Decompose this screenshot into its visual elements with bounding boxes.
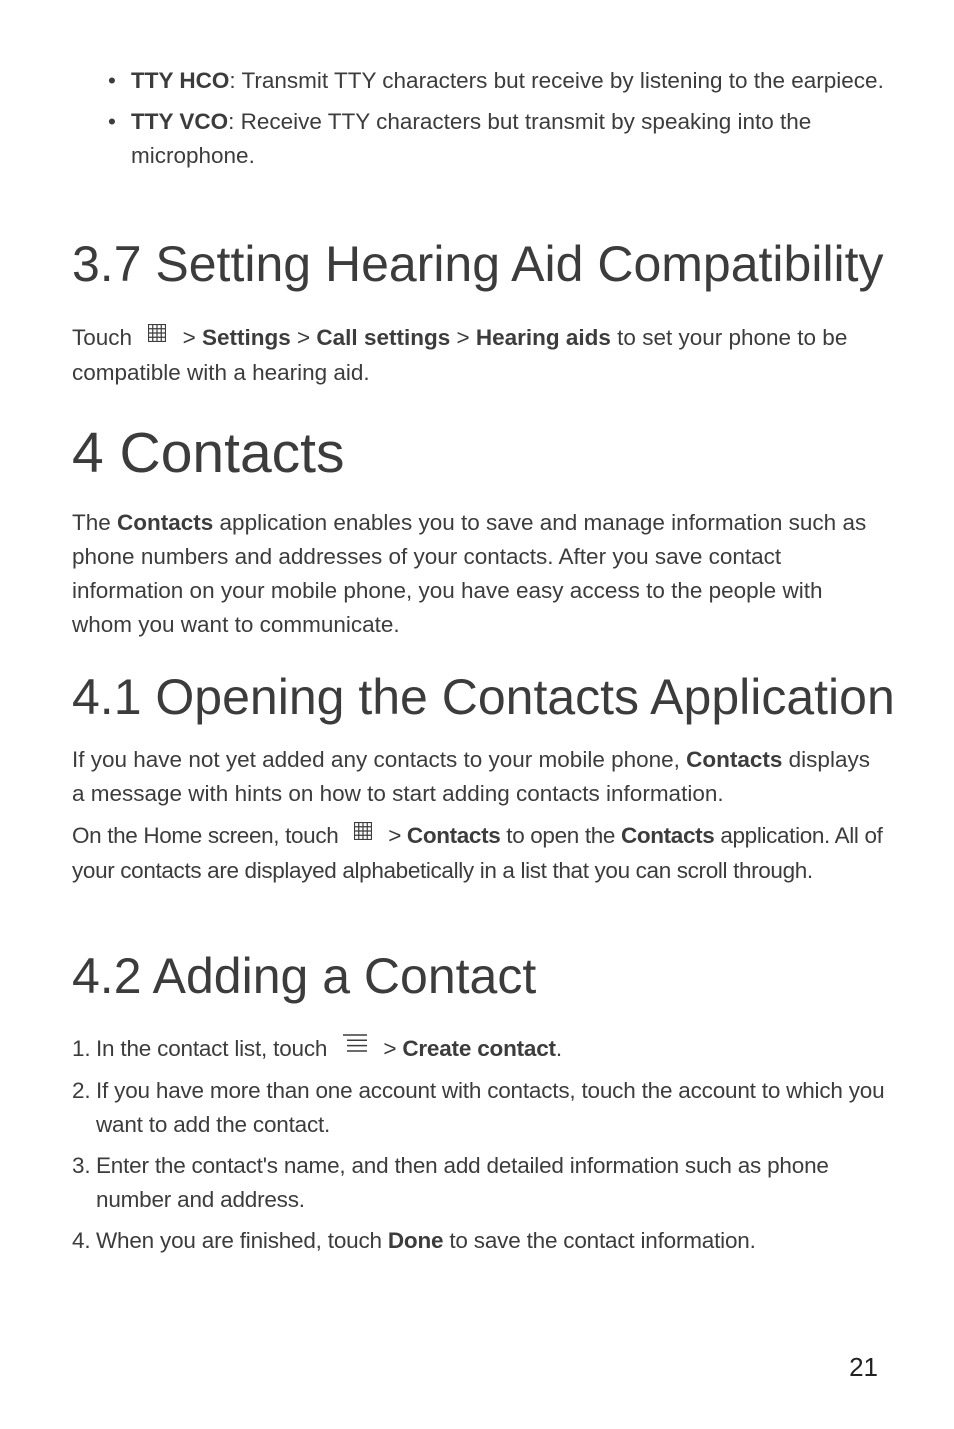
list-item bbox=[72, 1032, 887, 1067]
step1-pre: In the contact list, touch bbox=[96, 1036, 328, 1061]
separator: > bbox=[456, 325, 470, 350]
step-number: 2. bbox=[72, 1078, 91, 1104]
step-number: 3. bbox=[72, 1153, 91, 1179]
apps-grid-icon bbox=[354, 816, 372, 850]
tty-bullet-list bbox=[108, 64, 888, 180]
step-number: 4. bbox=[72, 1228, 91, 1254]
section-heading-4-1: 4.1 Opening the Contacts Application bbox=[72, 669, 895, 725]
call-settings-label: Call settings bbox=[316, 325, 451, 350]
menu-icon bbox=[343, 1029, 367, 1063]
period: . bbox=[555, 1036, 562, 1061]
list-item bbox=[72, 1074, 887, 1142]
contacts-bold: Contacts bbox=[686, 747, 783, 772]
menu-icon-svg bbox=[343, 1033, 367, 1053]
p1-pre: If you have not yet added any contacts to your mobile phone, bbox=[72, 747, 687, 772]
intro-rest: application enables you to save and manage information such as phone numbers and addresses of your contacts. After you save contact information on your mobile phone, you have easy access to the people with whom you want to communicate. bbox=[72, 510, 867, 637]
step4-rest: to save the contact information. bbox=[443, 1228, 756, 1254]
section-heading-3-7: 3.7 Setting Hearing Aid Compatibility bbox=[72, 236, 884, 292]
list-item bbox=[108, 64, 888, 98]
separator: > bbox=[182, 325, 196, 350]
section-3-7-rest: to set your phone to be compatible with a hearing aid. bbox=[72, 325, 848, 386]
p2-pre: On the Home screen, touch bbox=[72, 823, 339, 848]
create-contact-bold: Create contact bbox=[402, 1036, 556, 1061]
separator: > bbox=[297, 325, 311, 350]
p1-rest: displays a message with hints on how to start adding contacts information. bbox=[72, 747, 870, 806]
section-4-1-paragraph-1 bbox=[72, 743, 887, 811]
bullet-term: TTY HCO bbox=[131, 68, 230, 93]
step3-text: Enter the contact's name, and then add detailed information such as phone number and address. bbox=[96, 1153, 829, 1213]
apps-grid-icon bbox=[148, 318, 166, 352]
done-bold: Done bbox=[387, 1228, 444, 1254]
chapter-4-intro bbox=[72, 506, 887, 642]
bullet-text: : Transmit TTY characters but receive by listening to the earpiece. bbox=[229, 68, 884, 93]
section-4-1-paragraph-2 bbox=[72, 819, 887, 888]
list-item bbox=[108, 105, 888, 173]
step2-text: If you have more than one account with contacts, touch the account to which you want to add the contact. bbox=[96, 1078, 885, 1138]
list-item bbox=[72, 1149, 887, 1217]
bullet-text: : Receive TTY characters but transmit by speaking into the microphone. bbox=[131, 109, 812, 168]
add-contact-steps bbox=[72, 1032, 887, 1265]
section-3-7-paragraph bbox=[72, 321, 887, 390]
settings-label: Settings bbox=[201, 325, 291, 350]
step-number: 1. bbox=[72, 1036, 91, 1061]
contacts-bold: Contacts bbox=[117, 510, 214, 535]
list-item bbox=[72, 1224, 887, 1258]
separator: > bbox=[388, 823, 402, 848]
apps-grid-icon-svg bbox=[148, 324, 166, 342]
p2-mid: to open the bbox=[500, 823, 621, 848]
contacts-bold: Contacts bbox=[620, 823, 715, 848]
p2-rest: application. All of your contacts are displayed alphabetically in a list that you can scroll through. bbox=[72, 823, 883, 884]
intro-pre: The bbox=[72, 510, 118, 535]
hearing-aids-label: Hearing aids bbox=[475, 325, 611, 350]
section-heading-4-2: 4.2 Adding a Contact bbox=[72, 948, 537, 1004]
bullet-term: TTY VCO bbox=[131, 109, 229, 134]
touch-text: Touch bbox=[72, 325, 133, 350]
apps-grid-icon-svg bbox=[354, 822, 372, 840]
chapter-heading-4: 4 Contacts bbox=[72, 421, 345, 485]
contacts-bold: Contacts bbox=[406, 823, 501, 848]
page-number: 21 bbox=[849, 1352, 878, 1382]
step4-pre: When you are finished, touch bbox=[96, 1228, 388, 1254]
separator: > bbox=[383, 1036, 397, 1061]
